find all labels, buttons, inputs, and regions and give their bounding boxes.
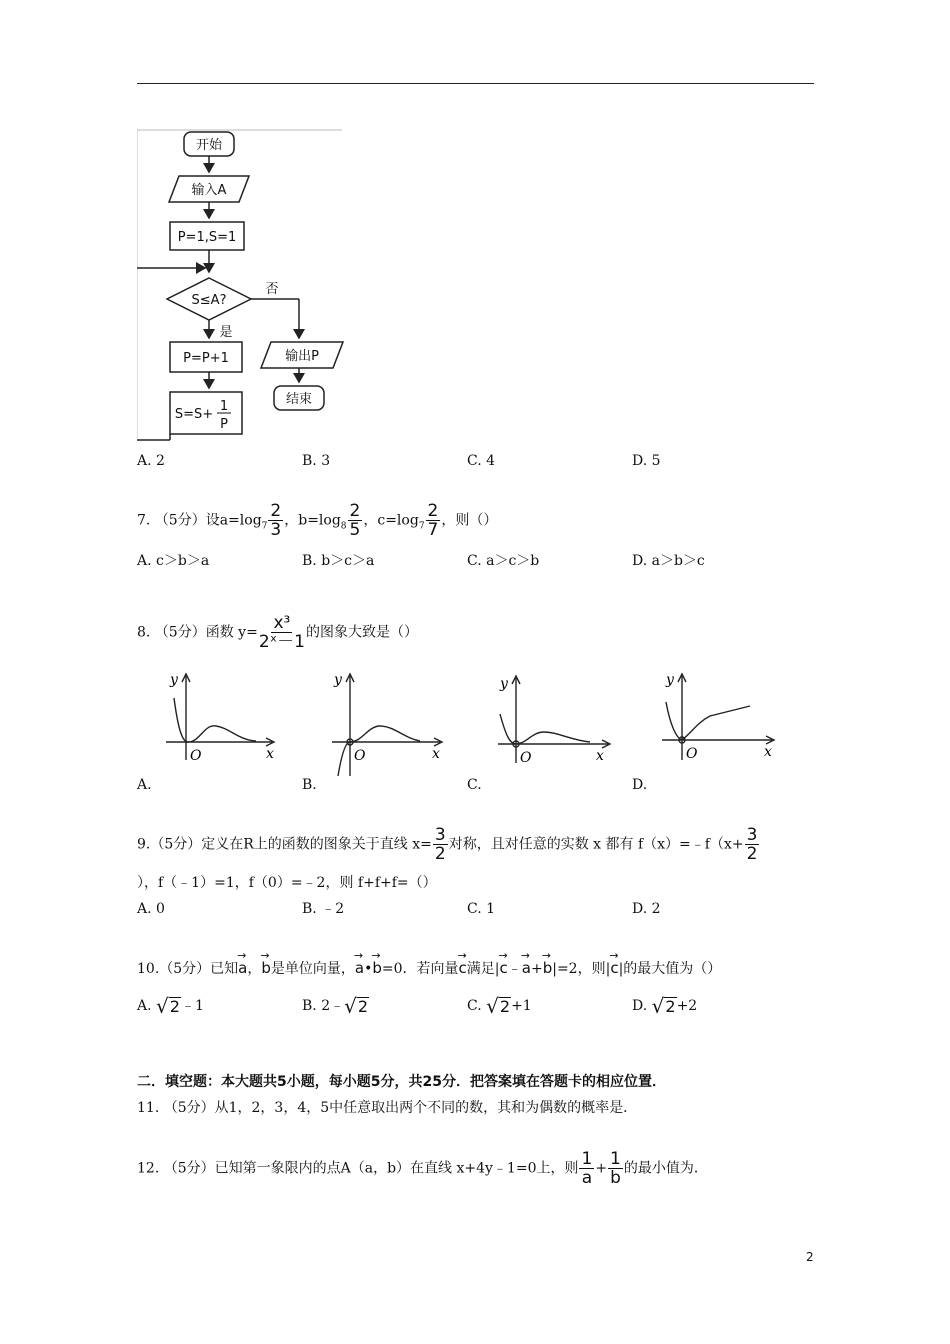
fc-end-label: 结束 [285, 392, 313, 407]
svg-text:O: O [354, 748, 366, 764]
q10-option-a[interactable]: A. √ 2 ﹣1 [137, 994, 204, 1018]
fc-no-label: 否 [265, 282, 279, 297]
q8-option-c[interactable]: C. [467, 777, 482, 793]
page-number: 2 [806, 1250, 814, 1264]
q6-option-d[interactable]: D. 5 [632, 453, 661, 469]
fc-input-label: 输入A [191, 183, 227, 198]
svg-text:y: y [334, 672, 342, 688]
q8-graph-c [496, 668, 616, 768]
q9-option-a[interactable]: A. 0 [137, 901, 165, 917]
q12-stem: 12. （5分）已知第一象限内的点A（a，b）在直线 x+4y﹣1=0上，则 $\frac{1}{a}$ + $\frac{1}{b}$ 的最小值为． [137, 1149, 708, 1188]
q6-option-a[interactable]: A. 2 [137, 453, 165, 469]
svg-text:y: y [500, 676, 508, 692]
q9-option-c[interactable]: C. 1 [467, 901, 496, 917]
q8-graph-b [328, 668, 448, 778]
svg-text:O: O [190, 748, 202, 764]
fc-step2-den: P [220, 417, 228, 432]
q9-option-d[interactable]: D. 2 [632, 901, 661, 917]
flowchart [137, 128, 347, 446]
fc-cond-label: S≤A? [191, 293, 227, 308]
q9-stem-line2: ），f（﹣1）=1，f（0）=﹣2，则 f+f+f=（） [137, 875, 437, 891]
q8-graph-d [660, 668, 780, 768]
q8-option-a[interactable]: A. [137, 777, 152, 793]
svg-text:x: x [432, 746, 440, 762]
fc-start-label: 开始 [195, 138, 223, 153]
q8-graph-a [160, 668, 280, 768]
q7-option-c[interactable]: C. a＞c＞b [467, 553, 540, 569]
svg-text:O: O [520, 750, 532, 766]
header-rule [137, 83, 814, 84]
q7-option-b[interactable]: B. b＞c＞a [302, 553, 375, 569]
svg-text:x: x [596, 748, 604, 764]
q10-option-c[interactable]: C. √ 2 +1 [467, 994, 532, 1018]
fc-step2-prefix: S=S+ [174, 407, 214, 422]
q6-option-b[interactable]: B. 3 [302, 453, 331, 469]
q7-option-d[interactable]: D. a＞b＞c [632, 553, 705, 569]
svg-text:O: O [686, 746, 698, 762]
q9-stem-line1: 9.（5分）定义在R上的函数的图象关于直线 x= $\frac{3}{2}$ 对称，且对任意的实数 x 都有 f（x）=﹣f（x+ $\frac{3}{2}$ [137, 825, 758, 864]
section-heading: 二．填空题：本大题共5小题，每小题5分，共25分．把答案填在答题卡的相应位置． [137, 1074, 666, 1090]
q6-option-c[interactable]: C. 4 [467, 453, 496, 469]
fc-step2-num: 1 [219, 399, 229, 414]
fc-output-label: 输出P [285, 349, 319, 364]
q8-option-d[interactable]: D. [632, 777, 648, 793]
q10-option-d[interactable]: D. √ 2 +2 [632, 994, 698, 1018]
q10-stem: 10.（5分）已知→ a，→ b是单位向量，→ a•→ b=0．若向量→ c满足|→ c﹣→ a+→ b|=2，则|→ c|的最大值为（） [137, 958, 817, 979]
q7-option-a[interactable]: A. c＞b＞a [137, 553, 210, 569]
fc-step1-label: P=P+1 [183, 351, 229, 366]
svg-text:x: x [764, 744, 772, 760]
q11-stem: 11. （5分）从1，2，3，4，5中任意取出两个不同的数，其和为偶数的概率是． [137, 1100, 638, 1116]
q10-option-b[interactable]: B. 2﹣ √ 2 [302, 994, 369, 1018]
svg-text:y: y [666, 672, 674, 688]
q7-stem: 7. （5分）设$a=\log_7$ $\frac{2}{3}$ ，$b=\log_8$ $\frac{2}{5}$ ，$c=\log_7$ $\frac{2}{7}$ ，则（） [137, 501, 498, 540]
svg-text:y: y [170, 672, 178, 688]
fc-init-label: P=1,S=1 [177, 230, 237, 245]
fc-yes-label: 是 [219, 325, 233, 340]
q8-option-b[interactable]: B. [302, 777, 317, 793]
q9-option-b[interactable]: B. ﹣2 [302, 901, 345, 917]
q8-stem: 8. （5分）函数 y= $\frac{\text{x³}}{\text{2ˣ－1}}$ 的图象大致是（） [137, 613, 418, 652]
svg-text:x: x [266, 746, 274, 762]
